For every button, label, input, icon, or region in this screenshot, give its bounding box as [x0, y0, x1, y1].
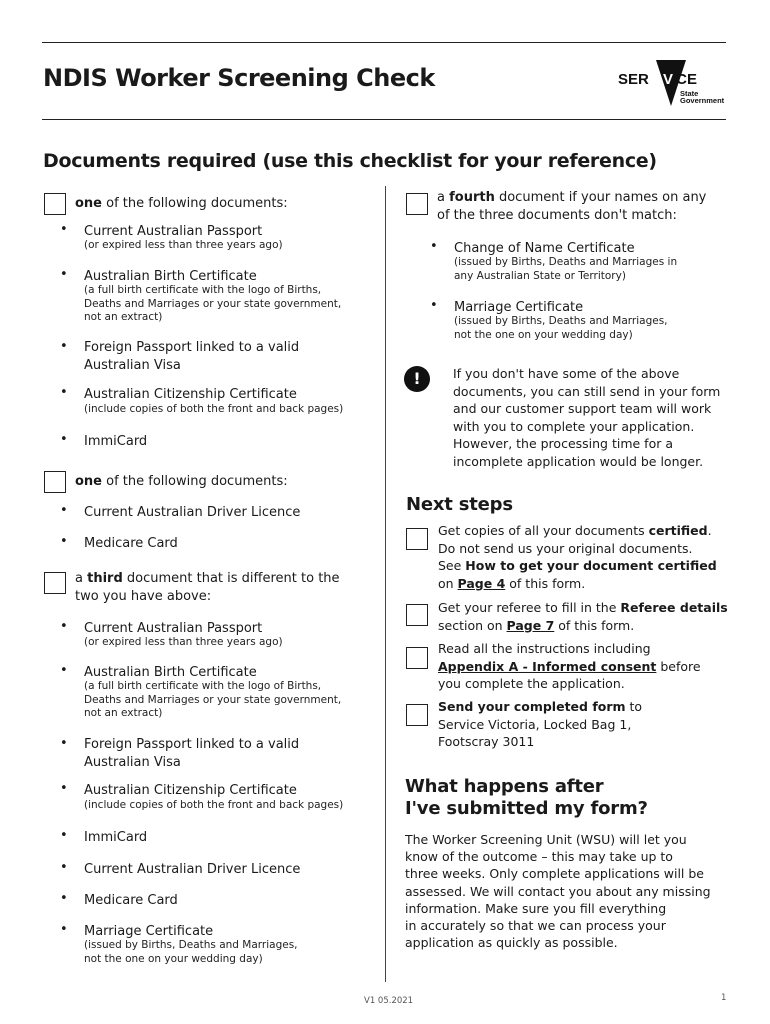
service-victoria-logo — [618, 60, 728, 110]
g3-item8-note: (issued by Births, Deaths and Marriages, not the one on your wedding day) — [84, 939, 298, 965]
step3-text: Read all the instructions including Appendix A - Informed consent before you complete the application. — [438, 641, 701, 691]
step3-checkbox[interactable] — [406, 647, 428, 669]
bullet: • — [60, 860, 68, 875]
g1-item2-label: Australian Birth Certificate — [84, 269, 257, 284]
step1-checkbox[interactable] — [406, 528, 428, 550]
bullet: • — [60, 619, 68, 634]
page-4-link[interactable]: Page 4 — [457, 575, 506, 591]
step1-text: Get copies of all your documents certified. Do not send us your original documents. See How to get your document certified on Page 4 of this form. — [438, 523, 717, 591]
g3-item2-note: (a full birth certificate with the logo of Births, Deaths and Marriages or your state government, not an extract) — [84, 680, 342, 719]
bullet: • — [60, 534, 68, 549]
group1-checkbox[interactable] — [44, 193, 66, 215]
bullet: • — [60, 781, 68, 796]
warning-text: If you don't have some of the above documents, you can still send in your form and our customer support team will work with you to complete your application. However, the processing time for a incomplete application would be longer. — [453, 366, 721, 469]
after-body: The Worker Screening Unit (WSU) will let you know of the outcome – this may take up to three weeks. Only complete applications will be assessed. We will contact you about any missing information. Make sure you fill everything in accurately so that we can process your application as quickly as possible. — [405, 832, 711, 951]
bullet: • — [60, 891, 68, 906]
group3-lead: a third document that is different to the two you have above: — [75, 571, 340, 604]
bullet: • — [60, 503, 68, 518]
bullet: • — [60, 267, 68, 282]
g3-item8-label: Marriage Certificate — [84, 924, 214, 939]
g4-item1-note: (issued by Births, Deaths and Marriages in any Australian State or Territory) — [454, 256, 678, 282]
bullet: • — [430, 298, 438, 313]
g1-item5-label: ImmiCard — [84, 434, 148, 449]
logo-v: V — [663, 71, 674, 88]
g1-item2-note: (a full birth certificate with the logo of Births, Deaths and Marriages or your state government, not an extract) — [84, 284, 342, 323]
bullet: • — [60, 432, 68, 447]
g4-item1-label: Change of Name Certificate — [454, 241, 635, 256]
g3-item2-label: Australian Birth Certificate — [84, 665, 257, 680]
step4-checkbox[interactable] — [406, 704, 428, 726]
group1-lead: one of the following documents: — [75, 196, 288, 211]
section-title: Documents required (use this checklist for your reference) — [43, 150, 657, 172]
logo-sub2: Government — [680, 96, 725, 105]
group4-lead: a fourth document if your names on any of the three documents don't match: — [437, 190, 707, 223]
page-7-link[interactable]: Page 7 — [506, 617, 555, 633]
g2-item2-label: Medicare Card — [84, 536, 178, 551]
g1-item3-label: Foreign Passport linked to a valid Australian Visa — [84, 340, 300, 373]
group2-lead: one of the following documents: — [75, 474, 288, 489]
g2-item1-label: Current Australian Driver Licence — [84, 505, 301, 520]
bullet: • — [60, 922, 68, 937]
page-number: 1 — [721, 993, 727, 1003]
g3-item6-label: Current Australian Driver Licence — [84, 862, 301, 877]
group4-checkbox[interactable] — [406, 193, 428, 215]
g1-item1-label: Current Australian Passport — [84, 224, 263, 239]
g3-item1-label: Current Australian Passport — [84, 621, 263, 636]
alert-icon: ! — [404, 366, 430, 392]
group2-checkbox[interactable] — [44, 471, 66, 493]
bullet: • — [60, 339, 68, 354]
g1-item4-note: (include copies of both the front and back pages) — [84, 403, 344, 415]
header-rule — [42, 119, 726, 120]
appendix-a-link[interactable]: Appendix A - Informed consent — [438, 658, 657, 674]
g4-item2-note: (issued by Births, Deaths and Marriages, not the one on your wedding day) — [454, 315, 668, 341]
bullet: • — [60, 828, 68, 843]
step2-checkbox[interactable] — [406, 604, 428, 626]
logo-sub1: State — [680, 89, 699, 98]
g4-item2-label: Marriage Certificate — [454, 300, 584, 315]
page-title: NDIS Worker Screening Check — [43, 64, 435, 92]
g1-item1-note: (or expired less than three years ago) — [84, 239, 283, 251]
next-steps-heading: Next steps — [406, 494, 513, 515]
g3-item7-label: Medicare Card — [84, 893, 178, 908]
g1-item4-label: Australian Citizenship Certificate — [84, 387, 297, 402]
bullet: • — [60, 222, 68, 237]
bullet: • — [430, 239, 438, 254]
top-rule — [42, 42, 726, 43]
version-label: V1 05.2021 — [364, 996, 414, 1006]
step2-text: Get your referee to fill in the Referee details section on Page 7 of this form. — [438, 600, 728, 633]
group3-checkbox[interactable] — [44, 572, 66, 594]
after-heading: What happens after I've submitted my form? — [405, 776, 648, 819]
g3-item4-label: Australian Citizenship Certificate — [84, 783, 297, 798]
bullet: • — [60, 736, 68, 751]
column-divider — [385, 186, 386, 982]
g3-item4-note: (include copies of both the front and back pages) — [84, 799, 344, 811]
logo-word-right: ICE — [672, 71, 698, 88]
g3-item3-label: Foreign Passport linked to a valid Australian Visa — [84, 737, 300, 770]
bullet: • — [60, 385, 68, 400]
g3-item5-label: ImmiCard — [84, 830, 148, 845]
g3-item1-note: (or expired less than three years ago) — [84, 636, 283, 648]
step4-text: Send your completed form to Service Victoria, Locked Bag 1, Footscray 3011 — [438, 699, 643, 749]
logo-word-left: SER — [618, 71, 649, 88]
bullet: • — [60, 663, 68, 678]
